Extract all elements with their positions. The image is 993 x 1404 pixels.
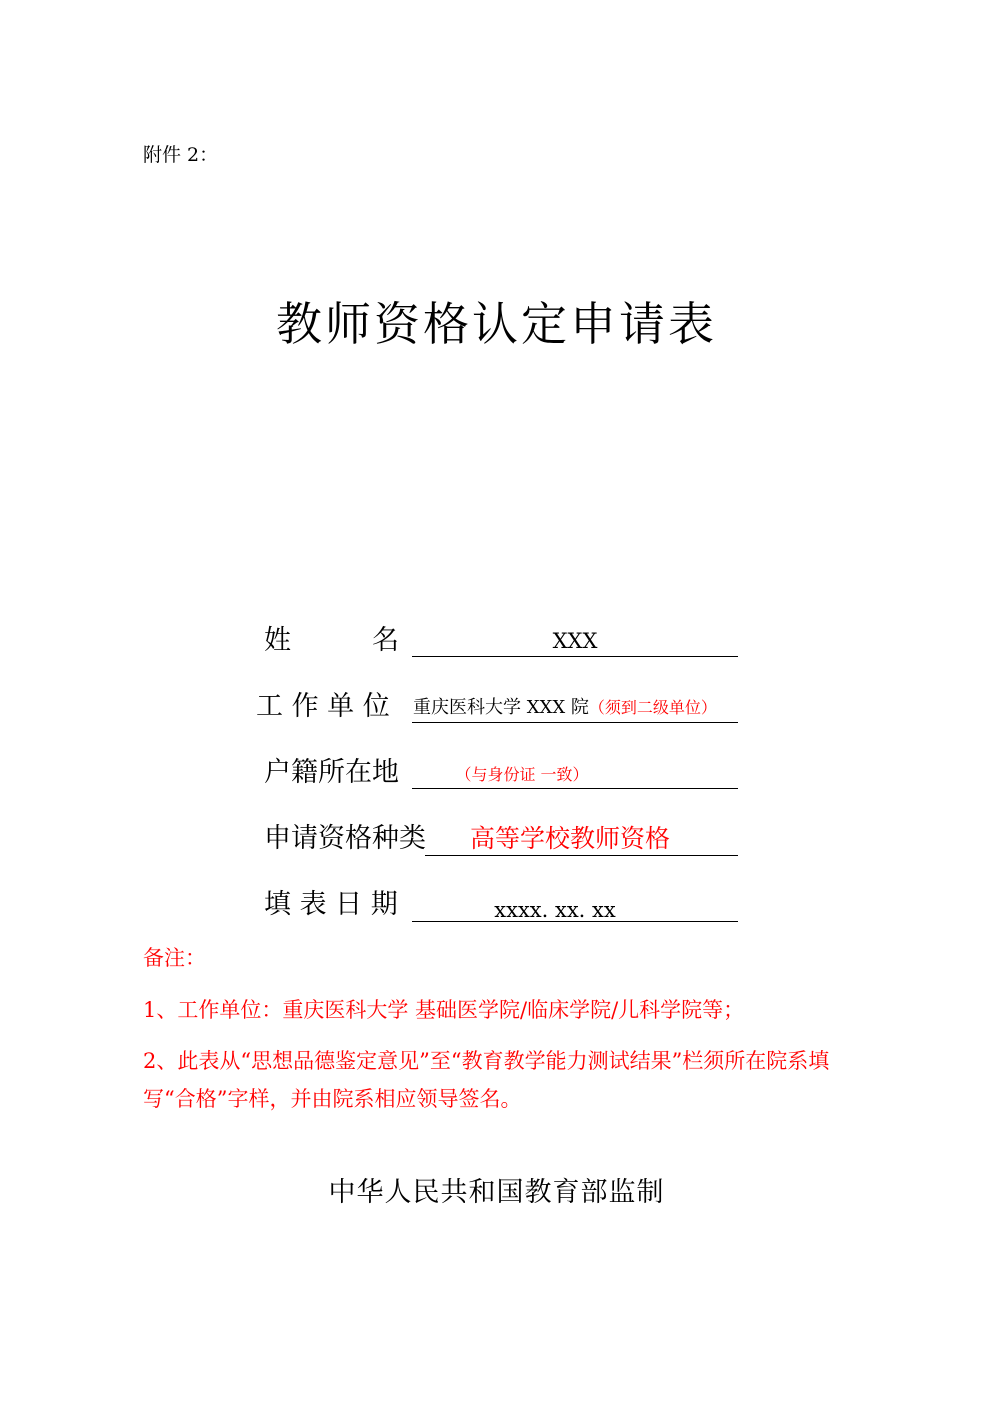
issuer-footer: 中华人民共和国教育部监制	[328, 1177, 665, 1208]
field-household-hint: （与身份证 一致）	[455, 765, 589, 784]
field-work-unit-hint: （须到二级单位）	[588, 698, 717, 717]
field-date-label: 填 表 日 期	[264, 889, 398, 920]
field-name-underline	[412, 656, 738, 657]
field-qualification-underline	[425, 855, 738, 856]
field-date-value: xxxx. xx. xx	[494, 898, 616, 922]
field-household-underline	[412, 788, 738, 789]
field-qualification-value: 高等学校教师资格	[469, 824, 670, 853]
field-name-label: 姓 名	[264, 625, 399, 656]
field-work-unit-content	[413, 697, 717, 719]
field-date-underline	[412, 921, 738, 922]
notes-title: 备注：	[143, 946, 206, 970]
note-item-3: 写“合格”字样，并由院系相应领导签名。	[143, 1087, 522, 1111]
field-qualification-label: 申请资格种类	[264, 823, 426, 854]
note-item-2: 2、此表从“思想品德鉴定意见”至“教育教学能力测试结果”栏须所在院系填	[143, 1049, 830, 1073]
field-household-label: 户籍所在地	[264, 757, 399, 788]
attachment-label: 附件 2：	[143, 144, 219, 166]
field-work-unit-value: 重庆医科大学 XXX 院	[413, 697, 589, 718]
field-work-unit-underline	[412, 722, 738, 723]
field-name-value: XXX	[552, 629, 598, 653]
note-item-1: 1、工作单位：重庆医科大学 基础医学院/临床学院/儿科学院等；	[143, 998, 745, 1022]
field-work-unit-label: 工 作 单 位	[256, 691, 390, 722]
form-title: 教师资格认定申请表	[276, 297, 717, 351]
